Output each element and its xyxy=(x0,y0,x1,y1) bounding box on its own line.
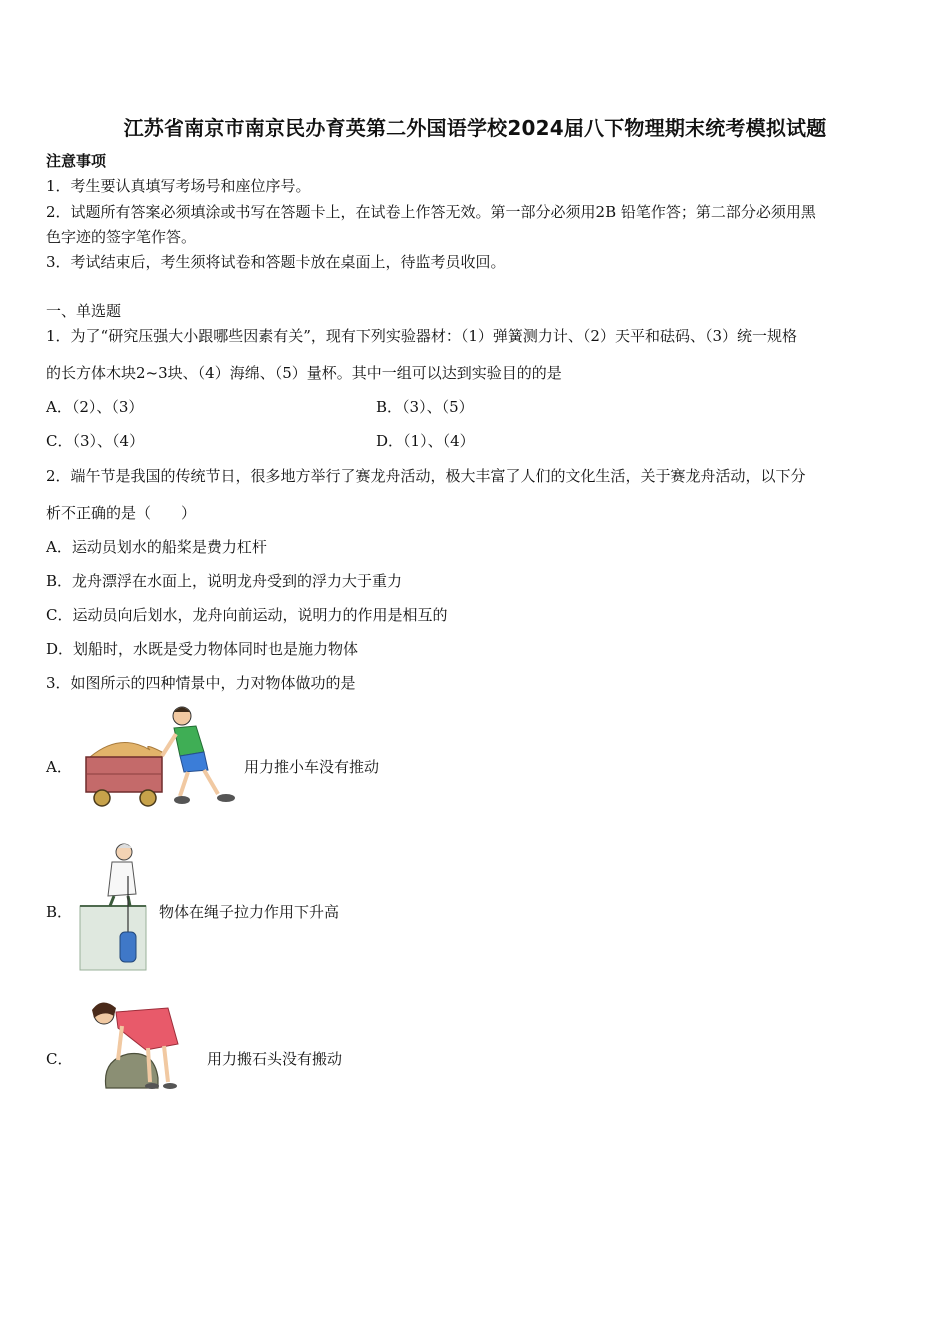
q1-option-d: D．（1）、（4） xyxy=(376,432,475,450)
section-heading: 一、单选题 xyxy=(46,302,122,320)
q1-stem-line1: 1．为了“研究压强大小跟哪些因素有关”，现有下列实验器材：（1）弹簧测力计、（2）天平和砝码、（3）统一规格 xyxy=(46,327,798,345)
lift-rope-figure xyxy=(78,840,150,972)
q3-option-c-caption: 用力搬石头没有搬动 xyxy=(207,1050,343,1068)
q1-stem-line2: 的长方体木块2~3块、（4）海绵、（5）量杯。其中一组可以达到实验目的的是 xyxy=(46,364,562,382)
q1-option-b: B．（3）、（5） xyxy=(376,398,474,416)
q3-option-b-label: B． xyxy=(46,903,73,921)
notice-item-2: 2．试题所有答案必须填涂或书写在答题卡上，在试卷上作答无效。第一部分必须用2B 铅笔作答；第二部分必须用黑 xyxy=(46,203,816,221)
q3-stem: 3．如图所示的四种情景中，力对物体做功的是 xyxy=(46,674,356,692)
q2-option-b: B．龙舟漂浮在水面上，说明龙舟受到的浮力大于重力 xyxy=(46,572,403,590)
q3-option-a-label: A． xyxy=(46,758,72,776)
page-title: 江苏省南京市南京民办育英第二外国语学校2024届八下物理期末统考模拟试题 xyxy=(123,116,827,140)
lift-stone-figure xyxy=(88,998,184,1092)
q2-option-d: D．划船时，水既是受力物体同时也是施力物体 xyxy=(46,640,359,658)
q2-option-a: A．运动员划水的船桨是费力杠杆 xyxy=(46,538,267,556)
q2-stem-line2: 析不正确的是（ ） xyxy=(46,504,197,522)
notice-item-1: 1．考生要认真填写考场号和座位序号。 xyxy=(46,177,311,195)
notice-item-3: 3．考试结束后，考生须将试卷和答题卡放在桌面上，待监考员收回。 xyxy=(46,253,506,271)
q1-option-a: A．（2）、（3） xyxy=(46,398,144,416)
q3-option-a-caption: 用力推小车没有推动 xyxy=(244,758,380,776)
q3-option-b-caption: 物体在绳子拉力作用下升高 xyxy=(159,903,340,921)
q1-option-c: C．（3）、（4） xyxy=(46,432,145,450)
notice-item-2-cont: 色字迹的签字笔作答。 xyxy=(46,228,197,246)
push-cart-figure xyxy=(80,702,245,810)
q2-stem-line1: 2．端午节是我国的传统节日，很多地方举行了赛龙舟活动，极大丰富了人们的文化生活，关于赛龙舟活动，以下分 xyxy=(46,467,806,485)
notice-heading: 注意事项 xyxy=(46,152,107,170)
q2-option-c: C．运动员向后划水，龙舟向前运动，说明力的作用是相互的 xyxy=(46,606,448,624)
q3-option-c-label: C． xyxy=(46,1050,73,1068)
